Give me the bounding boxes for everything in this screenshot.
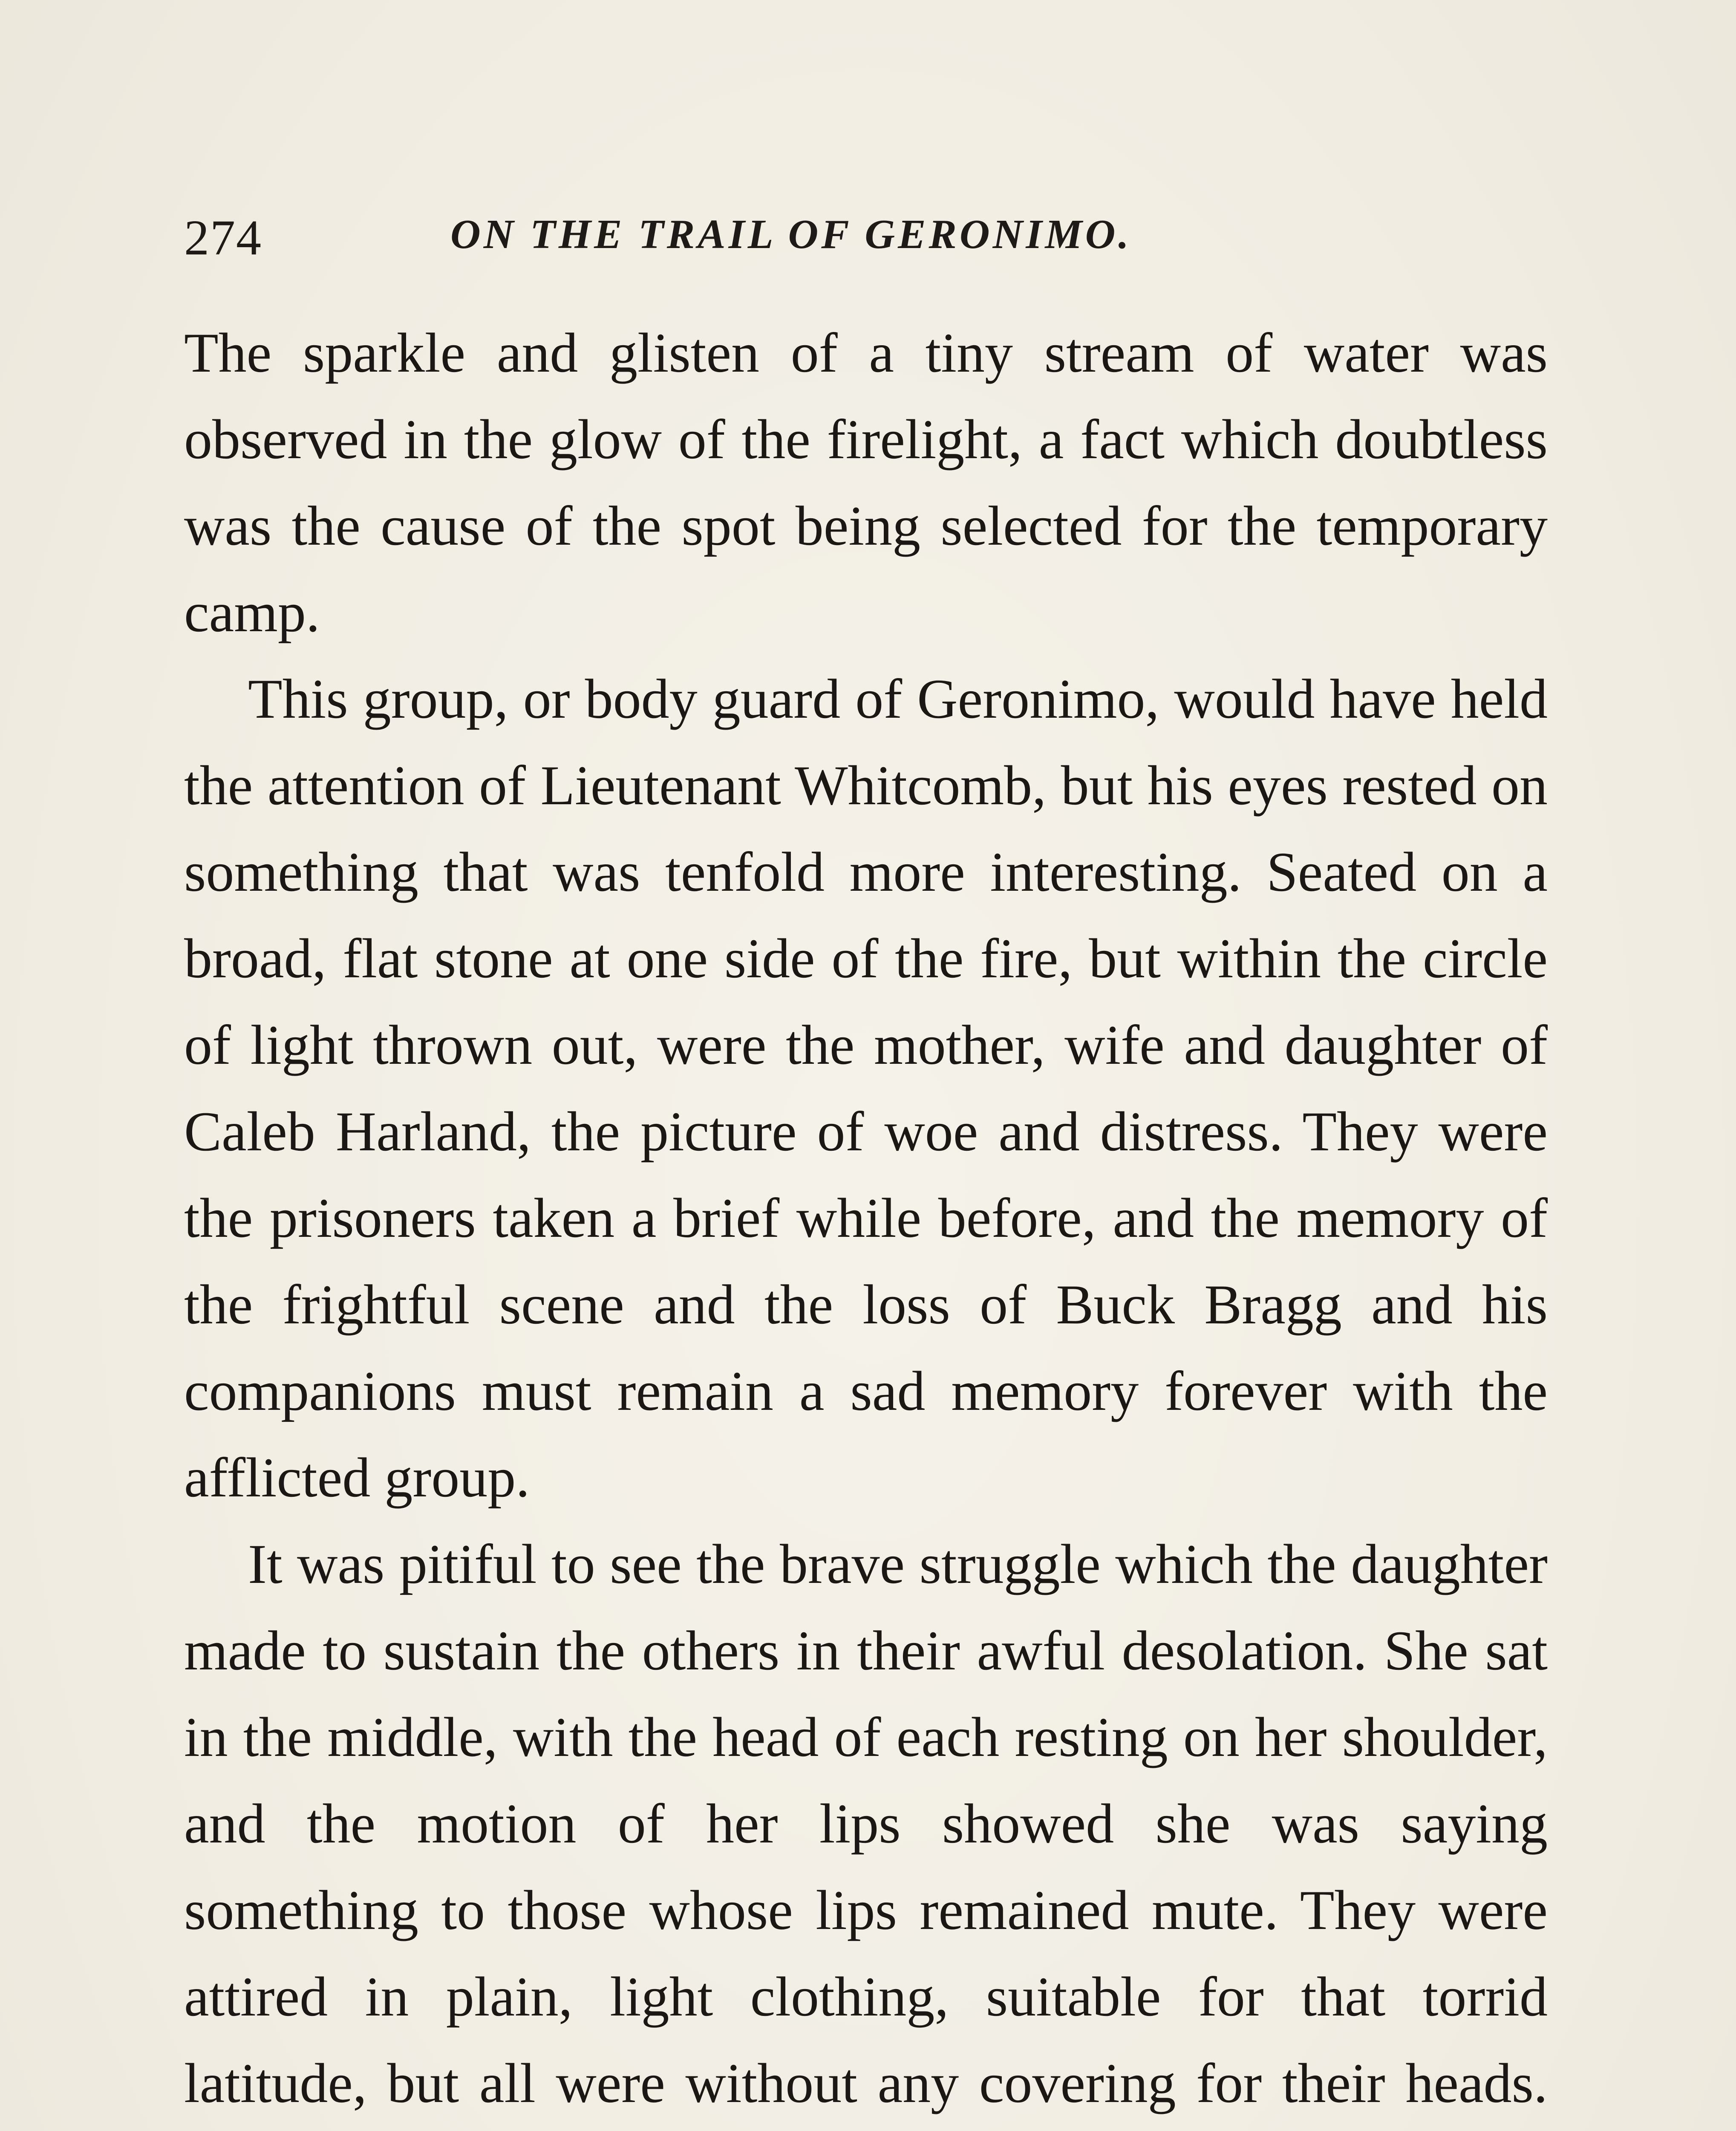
paragraph: It was pitiful to see the brave struggle which the daughter made to sustain the others in their awful desolation. She sat in the middle, with the head of each resting on her shoulder, and the motion of her lips showed she was saying something to those whose lips remained mute. They were attired in plain, light clothing, suitable for that torrid latitude, but all were without any covering for their heads. xyxy=(184,1533,1548,2114)
paragraph: The sparkle and glisten of a tiny stream of water was observed in the glow of the firelight, a fact which doubtless was the cause of the spot being selected for the temporary camp. xyxy=(184,321,1548,644)
page-number: 274 xyxy=(184,210,262,266)
body-text xyxy=(184,309,1548,2131)
running-title: ON THE TRAIL OF GERONIMO. xyxy=(450,211,1132,257)
paragraph: This group, or body guard of Geronimo, would have held the attention of Lieutenant Whitcomb, but his eyes rested on something that was tenfold more interesting. Seated on a broad, flat stone at one side of the fire, but within the circle of light thrown out, were the mother, wife and daughter of Caleb Harland, the picture of woe and distress. They were the prisoners taken a brief while before, and the memory of the frightful scene and the loss of Buck Bragg and his companions must remain a sad memory forever with the afflicted group. xyxy=(184,667,1548,1509)
page-header xyxy=(184,209,1548,286)
